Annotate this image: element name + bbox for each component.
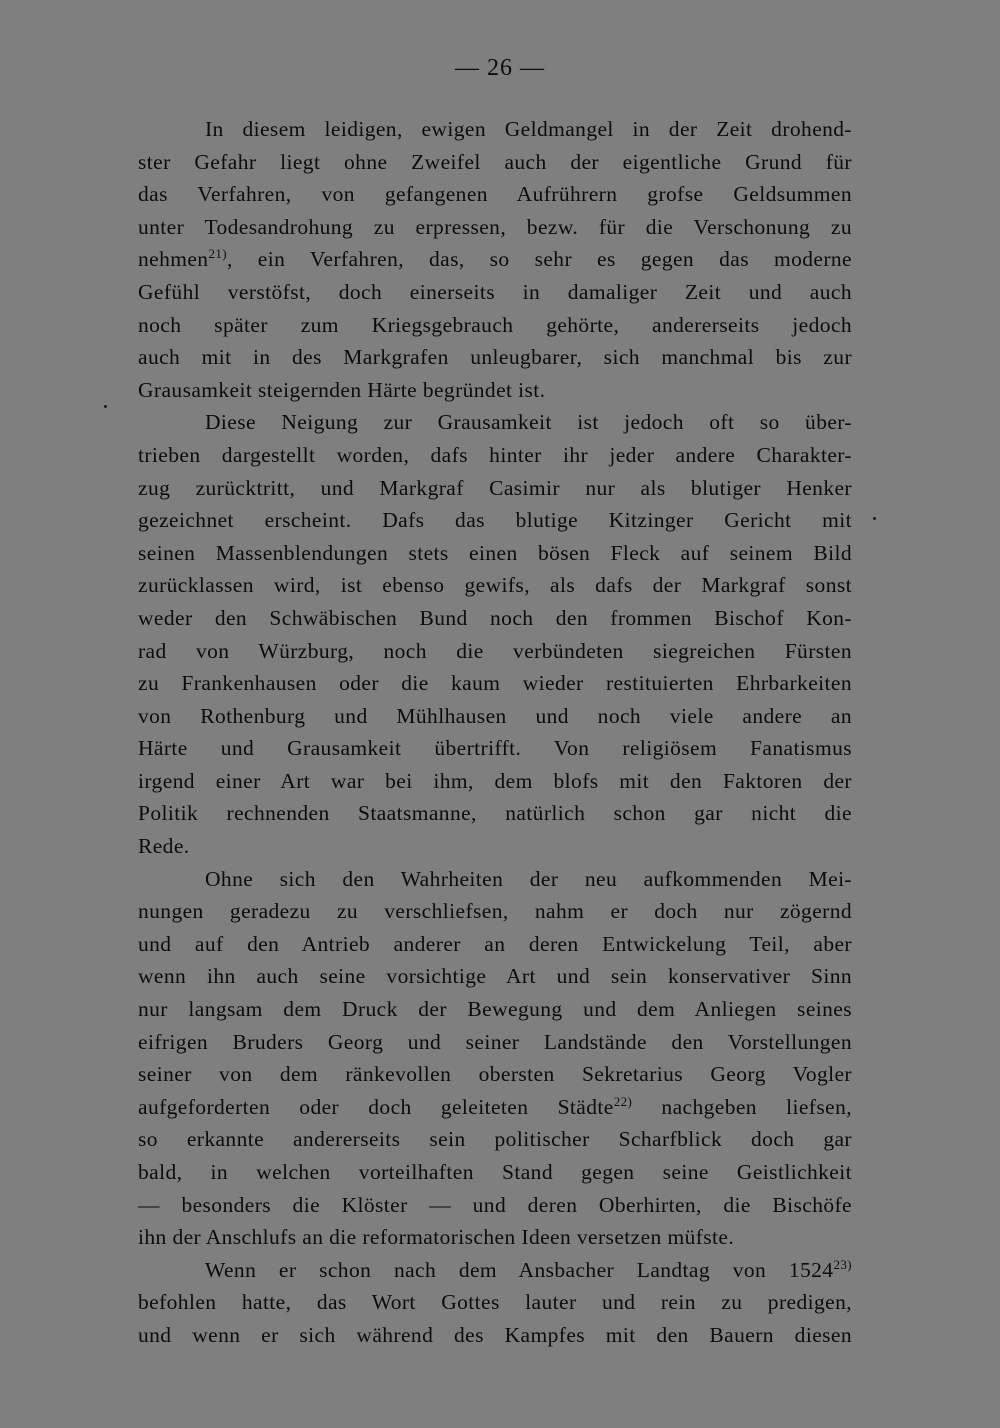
text-line bbox=[138, 276, 852, 309]
text-line bbox=[138, 439, 852, 472]
text-line bbox=[138, 1026, 852, 1059]
body-text bbox=[138, 113, 852, 1352]
line-text: und wenn er sich während des Kampfes mit den Bauern diesen bbox=[138, 1322, 852, 1347]
line-text: rad von Würzburg, noch die verbündeten siegreichen Fürsten bbox=[138, 638, 852, 663]
text-line bbox=[138, 863, 852, 896]
text-line bbox=[138, 113, 852, 146]
text-line bbox=[138, 1091, 852, 1124]
line-text: Härte und Grausamkeit übertrifft. Von religiösem Fanatismus bbox=[138, 736, 852, 761]
line-text: trieben dargestellt worden, dafs hinter ihr jeder andere Charakter- bbox=[138, 442, 852, 467]
line-text: Gefühl verstöfst, doch einerseits in damaliger Zeit und auch bbox=[138, 279, 852, 304]
line-text: gezeichnet erscheint. Dafs das blutige Kitzinger Gericht mit bbox=[138, 508, 852, 533]
line-text: bald, in welchen vorteilhaften Stand gegen seine Geistlichkeit bbox=[138, 1160, 852, 1184]
text-line bbox=[138, 243, 852, 276]
line-text: so erkannte andererseits sein politischer Scharfblick doch gar bbox=[138, 1127, 852, 1152]
text-line bbox=[138, 472, 852, 505]
text-line bbox=[138, 765, 852, 798]
paragraph bbox=[138, 406, 852, 862]
text-line bbox=[138, 700, 852, 733]
footnote-ref: 21) bbox=[208, 246, 227, 262]
text-line bbox=[138, 960, 852, 993]
line-text: nungen geradezu zu verschliefsen, nahm er doch nur zögernd bbox=[138, 899, 852, 924]
text-line bbox=[138, 406, 852, 439]
line-text: Diese Neigung zur Grausamkeit ist jedoch oft so über- bbox=[205, 410, 852, 435]
paragraph bbox=[138, 863, 852, 1254]
text-line bbox=[138, 895, 852, 928]
line-text: wenn ihn auch seine vorsichtige Art und sein konservativer Sinn bbox=[138, 964, 852, 989]
line-text: weder den Schwäbischen Bund noch den frommen Bischof Kon- bbox=[138, 605, 852, 630]
text-line bbox=[138, 928, 852, 961]
line-text: seinen Massenblendungen stets einen bösen Fleck auf seinem Bild bbox=[138, 540, 852, 565]
text-line bbox=[138, 309, 852, 342]
text-line bbox=[138, 993, 852, 1026]
text-line bbox=[138, 569, 852, 602]
line-text: von Rothenburg und Mühlhausen und noch viele andere an bbox=[138, 703, 852, 728]
line-text: unter Todesandrohung zu erpressen, bezw. für die Verschonung zu bbox=[138, 214, 852, 239]
text-line bbox=[138, 732, 852, 765]
line-text: — besonders die Klöster — und deren Oberhirten, die Bischöfe bbox=[138, 1192, 852, 1217]
line-text: Grausamkeit steigernden Härte begründet ist. bbox=[138, 377, 546, 402]
text-line bbox=[138, 1156, 852, 1189]
line-text: noch später zum Kriegsgebrauch gehörte, andererseits jedoch bbox=[138, 312, 852, 337]
line-text: und auf den Antrieb anderer an deren Entwickelung Teil, aber bbox=[138, 931, 852, 956]
text-line bbox=[138, 146, 852, 179]
text-line bbox=[138, 830, 852, 863]
text-line bbox=[138, 1189, 852, 1222]
line-text: aufgeforderten oder doch geleiteten Städte bbox=[138, 1094, 614, 1119]
text-line bbox=[138, 1221, 852, 1254]
page-number: — 26 — bbox=[455, 55, 545, 81]
paragraph bbox=[138, 1254, 852, 1352]
text-line bbox=[138, 374, 852, 407]
paragraph bbox=[138, 113, 852, 406]
line-text: seiner von dem ränkevollen obersten Sekretarius Georg Vogler bbox=[138, 1062, 852, 1087]
footnote-ref: 23) bbox=[833, 1256, 852, 1272]
text-line bbox=[138, 1319, 852, 1352]
line-text: nehmen bbox=[138, 247, 209, 272]
line-text: In diesem leidigen, ewigen Geldmangel in der Zeit drohend- bbox=[205, 117, 852, 141]
line-text: auch mit in des Markgrafen unleugbarer, sich manchmal bis zur bbox=[138, 345, 852, 370]
line-text: zug zurücktritt, und Markgraf Casimir nur als blutiger Henker bbox=[138, 475, 852, 500]
margin-speck-right bbox=[873, 517, 876, 520]
text-line bbox=[138, 1058, 852, 1091]
line-text: Ohne sich den Wahrheiten der neu aufkommenden Mei- bbox=[205, 866, 852, 891]
line-text: Wenn er schon nach dem Ansbacher Landtag von 1524 bbox=[205, 1257, 834, 1282]
line-text: nur langsam dem Druck der Bewegung und dem Anliegen seines bbox=[138, 997, 852, 1022]
text-line bbox=[138, 1254, 852, 1287]
text-line bbox=[138, 797, 852, 830]
line-text: das Verfahren, von gefangenen Aufrührern grofse Geldsummen bbox=[138, 182, 852, 207]
line-text: irgend einer Art war bei ihm, dem blofs mit den Faktoren der bbox=[138, 768, 852, 793]
text-line bbox=[138, 178, 852, 211]
line-text: Politik rechnenden Staatsmanne, natürlich schon gar nicht die bbox=[138, 801, 852, 826]
text-line bbox=[138, 1286, 852, 1319]
line-text: Rede. bbox=[138, 834, 190, 859]
text-line bbox=[138, 537, 852, 570]
text-line bbox=[138, 635, 852, 668]
margin-speck-left bbox=[104, 405, 107, 408]
line-text: zu Frankenhausen oder die kaum wieder restituierten Ehrbarkeiten bbox=[138, 671, 852, 696]
line-text-after-footnote: , ein Verfahren, das, so sehr es gegen das moderne bbox=[227, 247, 852, 272]
footnote-ref: 22) bbox=[613, 1093, 633, 1109]
line-text: eifrigen Bruders Georg und seiner Landstände den Vorstellungen bbox=[138, 1029, 852, 1054]
line-text: befohlen hatte, das Wort Gottes lauter und rein zu predigen, bbox=[138, 1290, 852, 1315]
line-text: zurücklassen wird, ist ebenso gewifs, als dafs der Markgraf sonst bbox=[138, 573, 852, 598]
line-text: ihn der Anschlufs an die reformatorischen Ideen versetzen müfste. bbox=[138, 1225, 735, 1250]
text-line bbox=[138, 1123, 852, 1156]
text-line bbox=[138, 211, 852, 244]
text-line bbox=[138, 602, 852, 635]
text-line bbox=[138, 341, 852, 374]
line-text: ster Gefahr liegt ohne Zweifel auch der eigentliche Grund für bbox=[138, 149, 852, 174]
line-text-after-footnote: nachgeben liefsen, bbox=[632, 1094, 852, 1119]
text-line bbox=[138, 504, 852, 537]
text-line bbox=[138, 667, 852, 700]
